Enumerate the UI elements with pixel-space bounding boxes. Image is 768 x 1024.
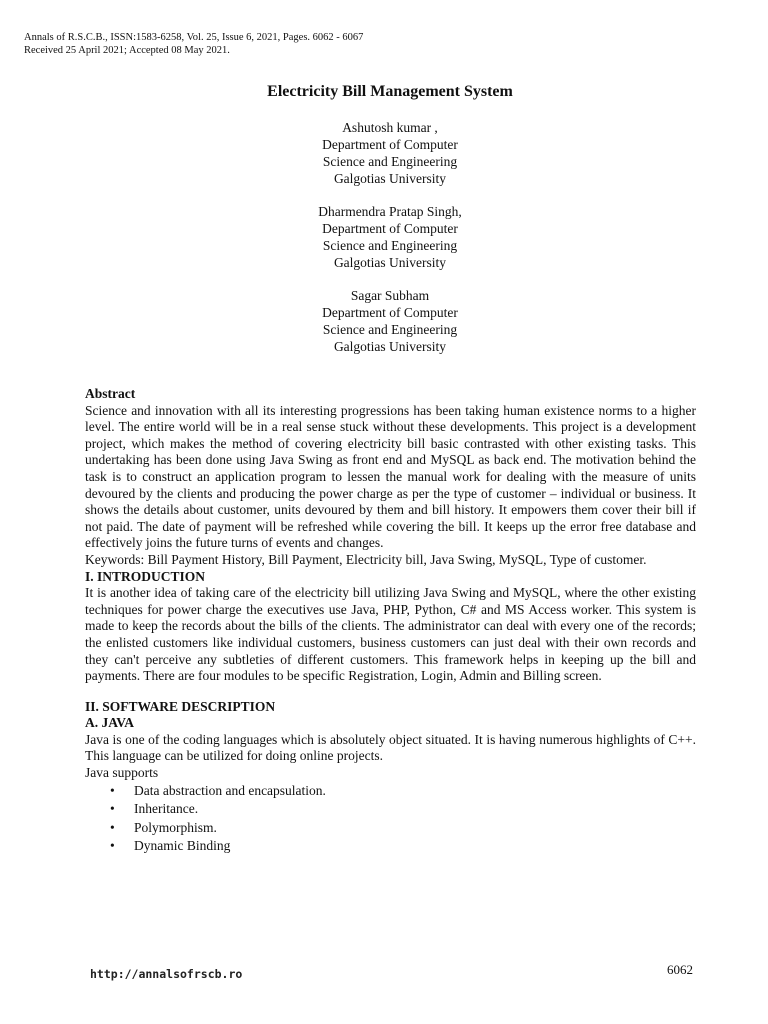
paper-body	[85, 386, 696, 856]
author-block	[0, 287, 768, 355]
list-item: • Data abstraction and encapsulation.	[85, 782, 696, 801]
author-block	[0, 203, 768, 271]
author-name: Sagar Subham	[350, 288, 430, 303]
author-university: Galgotias University	[333, 339, 447, 354]
list-item: • Polymorphism.	[85, 819, 696, 838]
java-text: Java is one of the coding languages which is absolutely object situated. It is having numerous highlights of C++. This language can be utilized for doing online projects.	[85, 731, 696, 764]
bullet-icon: •	[110, 838, 115, 854]
journal-header	[24, 31, 363, 57]
bullet-icon: •	[110, 819, 115, 835]
abstract-text: Science and innovation with all its interesting progressions has been taking human existence norms to a higher level. The entire world will be in a real sense stuck without these developments. This project is a development project, which makes the method of covering electricity bill basic contrasted with other existing tasks. This undertaking has been done using Java Swing as front end and MySQL as back end. The motivation behind the task is to construct an application program to lessen the manual work for dealing with the measure of units devoured by the clients and producing the power charge as per the type of customer – individual or business. It shows the details about customer, units devoured by them and bill history. It empowers them cover their bill if not paid. The date of payment will be refreshed while covering the bill. It keeps up the error free database and effectively joins the future turns of events and changes.	[85, 402, 696, 551]
header-dates: Received 25 April 2021; Accepted 08 May 2021.	[24, 45, 230, 56]
paper-title: Electricity Bill Management System	[267, 83, 513, 100]
list-item: • Dynamic Binding	[85, 837, 696, 856]
introduction-heading: I. INTRODUCTION	[85, 568, 206, 584]
header-citation: Annals of R.S.C.B., ISSN:1583-6258, Vol. 25, Issue 6, 2021, Pages. 6062 - 6067	[24, 32, 364, 43]
author-dept: Science and Engineering	[322, 238, 458, 253]
footer-url: http://annalsofrscb.ro	[90, 967, 243, 981]
java-feature-list	[85, 782, 696, 856]
abstract-heading: Abstract	[85, 386, 136, 401]
software-heading: II. SOFTWARE DESCRIPTION	[85, 698, 276, 714]
author-dept: Department of Computer	[322, 305, 458, 320]
bullet-icon: •	[110, 782, 115, 798]
introduction-text: It is another idea of taking care of the electricity bill utilizing Java Swing and MySQL, where the other existing techniques for power charge the executives use Java, PHP, Python, C# and MS Access worker. This system is made to keep the records about the bills of the clients. The administrator can deal with every one of the records; the enlisted customers like individual customers, business customers can just deal with their own records and they can't perceive any subtleties of different customers. This framework helps in keeping up the bill and payments. There are four modules to be specific Registration, Login, Admin and Billing screen.	[85, 585, 696, 684]
author-name: Dharmendra Pratap Singh,	[318, 204, 462, 219]
list-item: • Inheritance.	[85, 800, 696, 819]
author-university: Galgotias University	[333, 255, 447, 270]
page-number: 6062	[667, 962, 693, 977]
bullet-icon: •	[110, 801, 115, 817]
author-dept: Science and Engineering	[322, 322, 458, 337]
author-block	[0, 119, 768, 187]
author-dept: Department of Computer	[322, 221, 458, 236]
keywords: Keywords: Bill Payment History, Bill Payment, Electricity bill, Java Swing, MySQL, Type of customer.	[85, 551, 647, 567]
author-dept: Science and Engineering	[322, 154, 458, 169]
java-supports: Java supports	[85, 765, 159, 781]
author-university: Galgotias University	[333, 171, 447, 186]
author-dept: Department of Computer	[322, 137, 458, 152]
author-name: Ashutosh kumar ,	[342, 120, 438, 135]
java-subheading: A. JAVA	[85, 715, 135, 731]
author-list	[0, 119, 768, 371]
